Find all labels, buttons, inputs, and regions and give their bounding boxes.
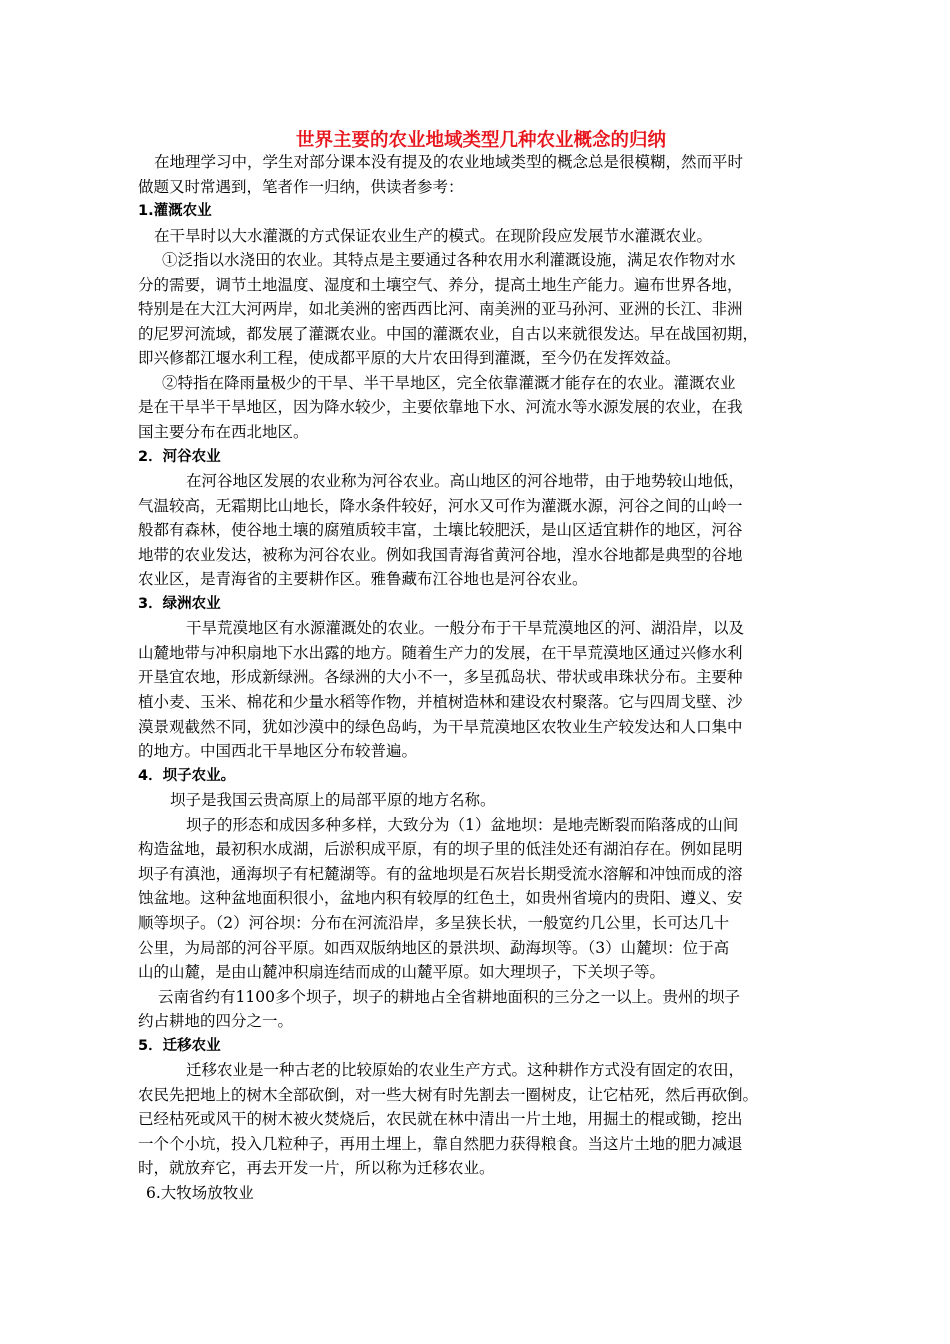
paragraph-line: 农业区，是青海省的主要耕作区。雅鲁藏布江谷地也是河谷农业。 bbox=[138, 570, 588, 589]
section-heading: 1.灌溉农业 bbox=[138, 203, 212, 220]
paragraph-line: 顺等坝子。（2）河谷坝：分布在河流沿岸，多呈狭长状，一般宽约几公里，长可达几十 bbox=[138, 913, 730, 932]
paragraph-line: 山的山麓，是由山麓冲积扇连结而成的山麓平原。如大理坝子，下关坝子等。 bbox=[138, 963, 666, 982]
paragraph-line: 坝子是我国云贵高原上的局部平原的地方名称。 bbox=[170, 791, 496, 810]
paragraph-line: 坝子有滇池，通海坝子有杞麓湖等。有的盆地坝是石灰岩长期受流水溶解和冲蚀而成的溶 bbox=[138, 864, 743, 883]
paragraph-line: 漠景观截然不同，犹如沙漠中的绿色岛屿，为干旱荒漠地区农牧业生产较发达和人口集中 bbox=[138, 717, 743, 736]
paragraph-line: 在河谷地区发展的农业称为河谷农业。高山地区的河谷地带，由于地势较山地低， bbox=[186, 472, 745, 491]
paragraph-line: 特别是在大江大河两岸，如北美洲的密西西比河、南美洲的亚马孙河、亚洲的长江、非洲 bbox=[138, 300, 743, 319]
paragraph-line: 开垦宜农地，形成新绿洲。各绿洲的大小不一，多呈孤岛状、带状或串珠状分布。主要种 bbox=[138, 668, 743, 687]
paragraph-line: 干旱荒漠地区有水源灌溉处的农业。一般分布于干旱荒漠地区的河、湖沿岸，以及 bbox=[186, 619, 745, 638]
paragraph-line: 云南省约有1100多个坝子，坝子的耕地占全省耕地面积的三分之一以上。贵州的坝子 bbox=[158, 987, 740, 1006]
paragraph-line: 迁移农业是一种古老的比较原始的农业生产方式。这种耕作方式没有固定的农田， bbox=[186, 1061, 745, 1080]
paragraph-line: 地带的农业发达，被称为河谷农业。例如我国青海省黄河谷地，湟水谷地都是典型的谷地 bbox=[138, 545, 743, 564]
intro-line: 做题又时常遇到，笔者作一归纳，供读者参考： bbox=[138, 177, 464, 196]
paragraph-line: ②特指在降雨量极少的干旱、半干旱地区，完全依靠灌溉才能存在的农业。灌溉农业 bbox=[162, 373, 736, 392]
paragraph-line: 构造盆地，最初积水成湖，后淤积成平原，有的坝子里的低洼处还有湖泊存在。例如昆明 bbox=[138, 840, 743, 859]
paragraph-line: 的地方。中国西北干旱地区分布较普遍。 bbox=[138, 742, 418, 761]
paragraph-line: 般都有森林，使谷地土壤的腐殖质较丰富，土壤比较肥沃，是山区适宜耕作的地区，河谷 bbox=[138, 521, 743, 540]
paragraph-line: 一个个小坑，投入几粒种子，再用土埋上，靠自然肥力获得粮食。当这片土地的肥力减退 bbox=[138, 1134, 743, 1153]
section-heading: 3．绿洲农业 bbox=[138, 595, 221, 612]
paragraph-line: 即兴修都江堰水利工程，使成都平原的大片农田得到灌溉，至今仍在发挥效益。 bbox=[138, 349, 681, 368]
paragraph-line: 气温较高，无霜期比山地长，降水条件较好，河水又可作为灌溉水源，河谷之间的山岭一 bbox=[138, 496, 743, 515]
section-heading-plain: 6.大牧场放牧业 bbox=[146, 1183, 254, 1202]
paragraph-line: 农民先把地上的树木全部砍倒，对一些大树有时先割去一圈树皮，让它枯死，然后再砍倒。 bbox=[138, 1085, 759, 1104]
paragraph-line: 的尼罗河流域，都发展了灌溉农业。中国的灌溉农业，自古以来就很发达。早在战国初期， bbox=[138, 324, 759, 343]
intro-line: 在地理学习中，学生对部分课本没有提及的农业地域类型的概念总是很模糊，然而平时 bbox=[154, 153, 744, 171]
paragraph-line: 在干旱时以大水灌溉的方式保证农业生产的模式。在现阶段应发展节水灌溉农业。 bbox=[154, 226, 713, 245]
paragraph-line: 山麓地带与冲积扇地下水出露的地方。随着生产力的发展，在干旱荒漠地区通过兴修水利 bbox=[138, 643, 743, 662]
paragraph-line: 植小麦、玉米、棉花和少量水稻等作物，并植树造林和建设农村聚落。它与四周戈壁、沙 bbox=[138, 693, 743, 712]
paragraph-line: 分的需要，调节土地温度、湿度和土壤空气、养分，提高土地生产能力。遍布世界各地， bbox=[138, 275, 743, 294]
paragraph-line: ①泛指以水浇田的农业。其特点是主要通过各种农用水利灌溉设施，满足农作物对水 bbox=[162, 251, 736, 270]
paragraph-line: 时，就放弃它，再去开发一片，所以称为迁移农业。 bbox=[138, 1159, 495, 1178]
paragraph-line: 蚀盆地。这种盆地面积很小，盆地内积有较厚的红色土，如贵州省境内的贵阳、遵义、安 bbox=[138, 889, 743, 908]
paragraph-line: 公里，为局部的河谷平原。如西双版纳地区的景洪坝、勐海坝等。（3）山麓坝：位于高 bbox=[138, 938, 730, 957]
document-title: 世界主要的农业地域类型几种农业概念的归纳 bbox=[296, 130, 667, 151]
document-body bbox=[138, 150, 818, 1206]
paragraph-line: 国主要分布在西北地区。 bbox=[138, 423, 309, 442]
section-heading: 5．迁移农业 bbox=[138, 1037, 221, 1054]
paragraph-line: 是在干旱半干旱地区，因为降水较少，主要依靠地下水、河流水等水源发展的农业，在我 bbox=[138, 398, 743, 417]
paragraph-line: 坝子的形态和成因多种多样，大致分为（1）盆地坝：是地壳断裂而陷落成的山间 bbox=[186, 815, 739, 834]
paragraph-line: 已经枯死或风干的树木被火焚烧后，农民就在林中清出一片土地，用掘土的棍或锄，挖出 bbox=[138, 1110, 743, 1129]
section-heading: 2．河谷农业 bbox=[138, 448, 221, 465]
section-heading: 4．坝子农业。 bbox=[138, 767, 236, 784]
paragraph-line: 约占耕地的四分之一。 bbox=[138, 1012, 294, 1031]
